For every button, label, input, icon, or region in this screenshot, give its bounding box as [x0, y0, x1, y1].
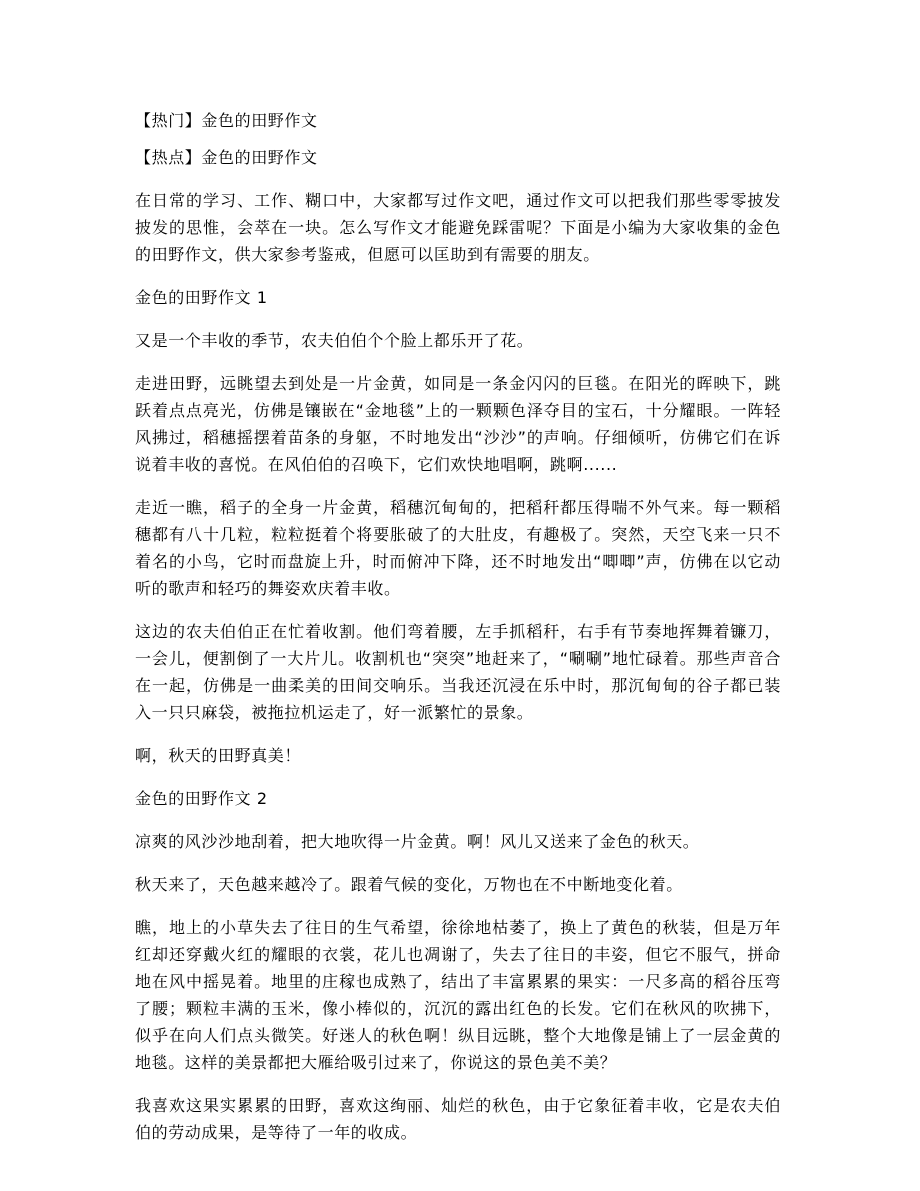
essay-1-heading: 金色的田野作文 1	[135, 288, 268, 307]
essay-2-paragraph: 我喜欢这果实累累的田野，喜欢这绚丽、灿烂的秋色，由于它象征着丰收，它是农夫伯伯的劳动成果，是等待了一年的收成。	[135, 1096, 781, 1142]
essay-2-paragraph: 凉爽的风沙沙地刮着，把大地吹得一片金黄。啊！风儿又送来了金色的秋天。	[135, 832, 700, 851]
document-page	[135, 107, 781, 1162]
essay-2-paragraph: 瞧，地上的小草失去了往日的生气希望，徐徐地枯萎了，换上了黄色的秋装，但是万年红却还穿戴火红的耀眼的衣裳，花儿也凋谢了，失去了往日的丰姿，但它不服气，拼命地在风中摇晃着。地里的庄稼也成熟了，结出了丰富累累的果实：一尺多高的稻谷压弯了腰；颗粒丰满的玉米，像小棒似的，沉沉的露出红色的长发。它们在秋风的吹拂下，似乎在向人们点头微笑。好迷人的秋色啊！纵目远眺，整个大地像是铺上了一层金黄的地毯。这样的美景都把大雁给吸引过来了，你说这的景色美不美？	[135, 918, 781, 1072]
essay-1-paragraph: 走近一瞧，稻子的全身一片金黄，稻穗沉甸甸的，把稻秆都压得喘不外气来。每一颗稻穗都有八十几粒，粒粒挺着个将要胀破了的大肚皮，有趣极了。突然，天空飞来一只不着名的小鸟，它时而盘旋上升，时而俯冲下降，还不时地发出“唧唧”声，仿佛在以它动听的歌声和轻巧的舞姿欢庆着丰收。	[135, 498, 781, 598]
essay-2-paragraph: 秋天来了，天色越来越冷了。跟着气候的变化，万物也在不中断地变化着。	[135, 875, 683, 894]
essay-1-paragraph: 又是一个丰收的季节，农夫伯伯个个脸上都乐开了花。	[135, 331, 534, 350]
title-point: 【热点】金色的田野作文	[135, 148, 318, 167]
essay-1-paragraph: 啊，秋天的田野真美！	[135, 746, 302, 765]
essay-1-paragraph: 走进田野，远眺望去到处是一片金黄，如同是一条金闪闪的巨毯。在阳光的晖映下，跳跃着点点亮光，仿佛是镶嵌在“金地毯”上的一颗颗色泽夺目的宝石，十分耀眼。一阵轻风拂过，稻穗摇摆着苗条的身躯，不时地发出“沙沙”的声响。仔细倾听，仿佛它们在诉说着丰收的喜悦。在风伯伯的召唤下，它们欢快地唱啊，跳啊......	[135, 374, 781, 474]
intro-paragraph: 在日常的学习、工作、糊口中，大家都写过作文吧，通过作文可以把我们那些零零披发披发的思惟，会萃在一块。怎么写作文才能避免踩雷呢？下面是小编为大家收集的金色的田野作文，供大家参考鉴戒，但愿可以匡助到有需要的朋友。	[135, 191, 781, 264]
title-hot: 【热门】金色的田野作文	[135, 111, 318, 130]
essay-2-heading: 金色的田野作文 2	[135, 789, 268, 808]
essay-1-paragraph: 这边的农夫伯伯正在忙着收割。他们弯着腰，左手抓稻秆，右手有节奏地挥舞着镰刀，一会儿，便割倒了一大片儿。收割机也“突突”地赶来了，“唰唰”地忙碌着。那些声音合在一起，仿佛是一曲柔美的田间交响乐。当我还沉浸在乐中时，那沉甸甸的谷子都已装入一只只麻袋，被拖拉机运走了，好一派繁忙的景象。	[135, 622, 781, 722]
